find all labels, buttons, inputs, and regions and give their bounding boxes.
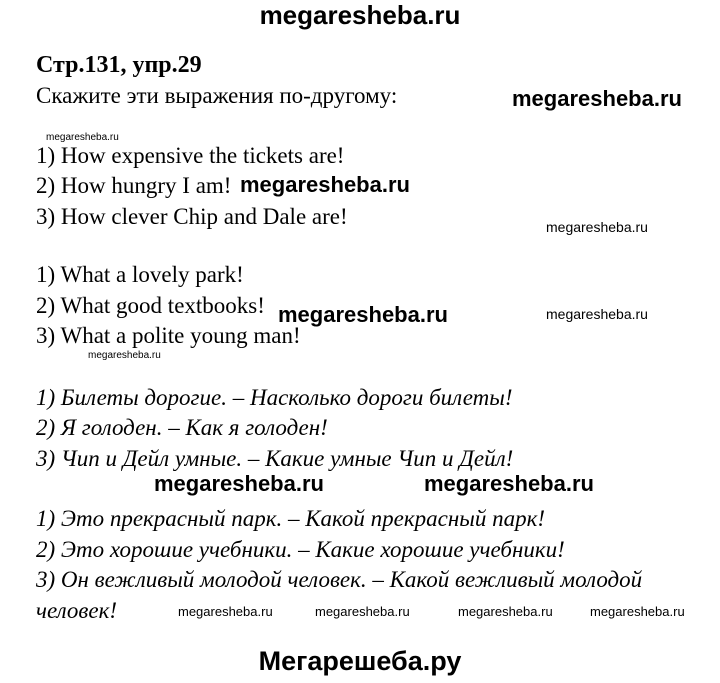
watermark: megaresheba.ru xyxy=(178,604,273,619)
what-sentence-1: 1) What a lovely park! xyxy=(36,262,244,287)
watermark-bottom: Мегарешеба.ру xyxy=(258,646,462,676)
page-title: Стр.131, упр.29 xyxy=(36,52,202,78)
instruction: Скажите эти выражения по-другому: xyxy=(36,83,398,108)
watermark: megaresheba.ru xyxy=(88,350,161,361)
watermark: megaresheba.ru xyxy=(546,306,648,322)
translation-how-1: 1) Билеты дорогие. – Насколько дороги билеты! xyxy=(36,385,513,410)
translation-what-3-cont: человек! xyxy=(36,598,118,623)
how-sentence-2: 2) How hungry I am! xyxy=(36,173,232,198)
watermark: megaresheba.ru xyxy=(424,471,594,496)
translation-how-2: 2) Я голоден. – Как я голоден! xyxy=(36,415,328,440)
watermark: megaresheba.ru xyxy=(154,471,324,496)
watermark: megaresheba.ru xyxy=(512,86,682,111)
how-sentence-1: 1) How expensive the tickets are! xyxy=(36,143,345,168)
how-sentence-3: 3) How clever Chip and Dale are! xyxy=(36,204,348,229)
watermark: megaresheba.ru xyxy=(278,302,448,327)
what-sentence-3: 3) What a polite young man! xyxy=(36,323,301,348)
translation-how-3: 3) Чип и Дейл умные. – Какие умные Чип и Дейл! xyxy=(36,446,514,471)
watermark: megaresheba.ru xyxy=(46,132,119,143)
watermark: megaresheba.ru xyxy=(546,219,648,235)
watermark: megaresheba.ru xyxy=(458,604,553,619)
translation-what-3: 3) Он вежливый молодой человек. – Какой вежливый молодой xyxy=(36,567,643,592)
watermark: megaresheba.ru xyxy=(240,172,410,197)
watermark: megaresheba.ru xyxy=(590,604,685,619)
translation-what-1: 1) Это прекрасный парк. – Какой прекрасный парк! xyxy=(36,506,545,531)
what-sentence-2: 2) What good textbooks! xyxy=(36,293,265,318)
watermark: megaresheba.ru xyxy=(315,604,410,619)
translation-what-2: 2) Это хорошие учебники. – Какие хорошие учебники! xyxy=(36,537,565,562)
watermark-top: megaresheba.ru xyxy=(259,0,461,30)
